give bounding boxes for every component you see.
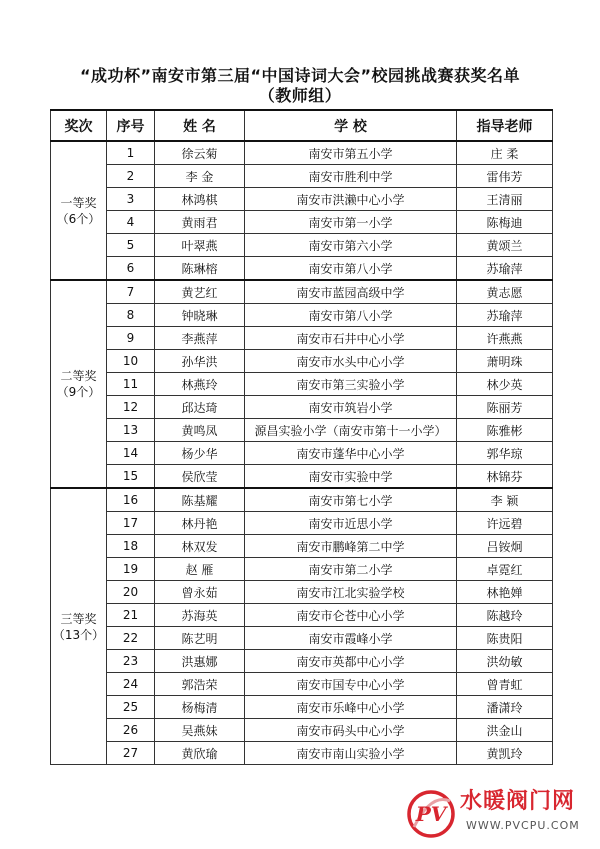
cell-no: 20 <box>107 581 155 604</box>
table-row <box>51 442 553 465</box>
page-subtitle: （教师组） <box>258 86 342 105</box>
table-row <box>51 188 553 211</box>
cell-name: 洪惠娜 <box>155 650 245 673</box>
cell-no: 9 <box>107 327 155 350</box>
cell-school: 南安市第六小学 <box>245 234 457 257</box>
cell-teacher: 苏瑜萍 <box>457 257 553 281</box>
cell-teacher: 李 颖 <box>457 488 553 512</box>
cell-teacher: 陈梅迪 <box>457 211 553 234</box>
cell-school: 源昌实验小学（南安市第十一小学） <box>245 419 457 442</box>
cell-no: 2 <box>107 165 155 188</box>
cell-school: 南安市第七小学 <box>245 488 457 512</box>
cell-no: 6 <box>107 257 155 281</box>
header-school: 学 校 <box>245 110 457 141</box>
award-count: （6个） <box>56 211 101 226</box>
table-row <box>51 719 553 742</box>
cell-teacher: 许燕燕 <box>457 327 553 350</box>
cell-no: 14 <box>107 442 155 465</box>
cell-school: 南安市英都中心小学 <box>245 650 457 673</box>
table-row <box>51 581 553 604</box>
watermark-site-name: 水暖阀门网 <box>460 789 576 814</box>
cell-no: 5 <box>107 234 155 257</box>
cell-teacher: 卓霓红 <box>457 558 553 581</box>
award-group-cell <box>51 141 107 280</box>
cell-school: 南安市胜利中学 <box>245 165 457 188</box>
cell-name: 林双发 <box>155 535 245 558</box>
cell-no: 10 <box>107 350 155 373</box>
cell-teacher: 许远碧 <box>457 512 553 535</box>
table-row <box>51 257 553 281</box>
page-title: “成功杯”南安市第三届“中国诗词大会”校园挑战赛获奖名单 <box>79 66 521 85</box>
cell-school: 南安市南山实验小学 <box>245 742 457 765</box>
cell-school: 南安市第一小学 <box>245 211 457 234</box>
table-row <box>51 280 553 304</box>
watermark-url: WWW.PVCPU.COM <box>466 819 580 832</box>
table-row <box>51 165 553 188</box>
table-row <box>51 234 553 257</box>
cell-teacher: 洪幼敏 <box>457 650 553 673</box>
cell-name: 赵 雁 <box>155 558 245 581</box>
cell-no: 1 <box>107 141 155 165</box>
cell-name: 徐云菊 <box>155 141 245 165</box>
table-row <box>51 211 553 234</box>
cell-teacher: 黄凯玲 <box>457 742 553 765</box>
award-level: 二等奖 <box>60 369 97 383</box>
cell-name: 黄艺红 <box>155 280 245 304</box>
cell-no: 7 <box>107 280 155 304</box>
cell-no: 17 <box>107 512 155 535</box>
award-roster-table <box>50 109 553 765</box>
cell-no: 24 <box>107 673 155 696</box>
cell-no: 27 <box>107 742 155 765</box>
cell-name: 吴燕妹 <box>155 719 245 742</box>
table-row <box>51 650 553 673</box>
cell-school: 南安市江北实验学校 <box>245 581 457 604</box>
cell-name: 陈艺明 <box>155 627 245 650</box>
cell-no: 15 <box>107 465 155 489</box>
cell-teacher: 洪金山 <box>457 719 553 742</box>
cell-no: 11 <box>107 373 155 396</box>
table-row <box>51 604 553 627</box>
cell-school: 南安市筑岩小学 <box>245 396 457 419</box>
cell-name: 苏海英 <box>155 604 245 627</box>
cell-teacher: 雷伟芳 <box>457 165 553 188</box>
cell-name: 钟晓琳 <box>155 304 245 327</box>
site-watermark <box>404 783 592 843</box>
cell-no: 18 <box>107 535 155 558</box>
cell-no: 13 <box>107 419 155 442</box>
table-body <box>51 141 553 765</box>
cell-school: 南安市霞峰小学 <box>245 627 457 650</box>
cell-name: 邱达琦 <box>155 396 245 419</box>
cell-teacher: 黄颂兰 <box>457 234 553 257</box>
cell-teacher: 林艳婵 <box>457 581 553 604</box>
table-row <box>51 396 553 419</box>
table-row <box>51 350 553 373</box>
cell-school: 南安市近思小学 <box>245 512 457 535</box>
cell-name: 黄鸣凤 <box>155 419 245 442</box>
cell-school: 南安市鹏峰第二中学 <box>245 535 457 558</box>
table-row <box>51 696 553 719</box>
award-group-cell <box>51 280 107 488</box>
cell-school: 南安市国专中心小学 <box>245 673 457 696</box>
cell-school: 南安市洪濑中心小学 <box>245 188 457 211</box>
cell-name: 杨少华 <box>155 442 245 465</box>
cell-school: 南安市石井中心小学 <box>245 327 457 350</box>
cell-name: 叶翠燕 <box>155 234 245 257</box>
cell-teacher: 郭华琼 <box>457 442 553 465</box>
cell-no: 21 <box>107 604 155 627</box>
cell-teacher: 王清丽 <box>457 188 553 211</box>
award-level: 三等奖 <box>60 611 97 626</box>
table-row <box>51 419 553 442</box>
cell-no: 16 <box>107 488 155 512</box>
cell-name: 林鸿棋 <box>155 188 245 211</box>
cell-teacher: 庄 柔 <box>457 141 553 165</box>
cell-teacher: 黄志愿 <box>457 280 553 304</box>
cell-school: 南安市第三实验小学 <box>245 373 457 396</box>
table-row <box>51 535 553 558</box>
cell-name: 李 金 <box>155 165 245 188</box>
cell-teacher: 陈贵阳 <box>457 627 553 650</box>
cell-no: 23 <box>107 650 155 673</box>
table-row <box>51 327 553 350</box>
cell-no: 4 <box>107 211 155 234</box>
cell-teacher: 吕铵炯 <box>457 535 553 558</box>
cell-no: 8 <box>107 304 155 327</box>
cell-name: 李燕萍 <box>155 327 245 350</box>
cell-school: 南安市第八小学 <box>245 257 457 281</box>
table-row <box>51 673 553 696</box>
cell-no: 19 <box>107 558 155 581</box>
cell-school: 南安市第八小学 <box>245 304 457 327</box>
pv-logo-icon <box>404 787 458 841</box>
cell-name: 林燕玲 <box>155 373 245 396</box>
table-row <box>51 141 553 165</box>
cell-no: 26 <box>107 719 155 742</box>
cell-school: 南安市乐峰中心小学 <box>245 696 457 719</box>
award-count: （9个） <box>56 385 101 399</box>
cell-school: 南安市水头中心小学 <box>245 350 457 373</box>
award-level: 一等奖 <box>60 195 97 210</box>
cell-no: 25 <box>107 696 155 719</box>
header-no: 序号 <box>107 110 155 141</box>
cell-teacher: 林锦芬 <box>457 465 553 489</box>
cell-no: 3 <box>107 188 155 211</box>
table-row <box>51 304 553 327</box>
cell-school: 南安市码头中心小学 <box>245 719 457 742</box>
cell-name: 陈基耀 <box>155 488 245 512</box>
cell-teacher: 萧明珠 <box>457 350 553 373</box>
award-group-cell <box>51 488 107 765</box>
table-row <box>51 558 553 581</box>
award-count: （13个） <box>52 627 105 642</box>
cell-school: 南安市第二小学 <box>245 558 457 581</box>
cell-name: 侯欣莹 <box>155 465 245 489</box>
table-row <box>51 465 553 489</box>
cell-teacher: 陈越玲 <box>457 604 553 627</box>
table-row <box>51 373 553 396</box>
cell-school: 南安市第五小学 <box>245 141 457 165</box>
cell-teacher: 苏瑜萍 <box>457 304 553 327</box>
logo-letters: PV <box>415 802 447 826</box>
cell-name: 孙华洪 <box>155 350 245 373</box>
cell-teacher: 曾青虹 <box>457 673 553 696</box>
cell-no: 12 <box>107 396 155 419</box>
cell-name: 黄雨君 <box>155 211 245 234</box>
cell-teacher: 潘潇玲 <box>457 696 553 719</box>
cell-school: 南安市蓬华中心小学 <box>245 442 457 465</box>
cell-teacher: 陈雅彬 <box>457 419 553 442</box>
cell-name: 杨梅清 <box>155 696 245 719</box>
cell-no: 22 <box>107 627 155 650</box>
cell-school: 南安市蓝园高级中学 <box>245 280 457 304</box>
cell-name: 郭浩荣 <box>155 673 245 696</box>
table-row <box>51 627 553 650</box>
cell-name: 陈琳榕 <box>155 257 245 281</box>
table-header-row <box>51 110 553 141</box>
header-award: 奖次 <box>51 110 107 141</box>
header-name: 姓 名 <box>155 110 245 141</box>
cell-name: 黄欣瑜 <box>155 742 245 765</box>
table-row <box>51 742 553 765</box>
cell-name: 林丹艳 <box>155 512 245 535</box>
cell-school: 南安市实验中学 <box>245 465 457 489</box>
cell-teacher: 陈丽芳 <box>457 396 553 419</box>
table-row <box>51 512 553 535</box>
cell-name: 曾永茹 <box>155 581 245 604</box>
cell-school: 南安市仑苍中心小学 <box>245 604 457 627</box>
table-row <box>51 488 553 512</box>
cell-teacher: 林少英 <box>457 373 553 396</box>
header-teacher: 指导老师 <box>457 110 553 141</box>
